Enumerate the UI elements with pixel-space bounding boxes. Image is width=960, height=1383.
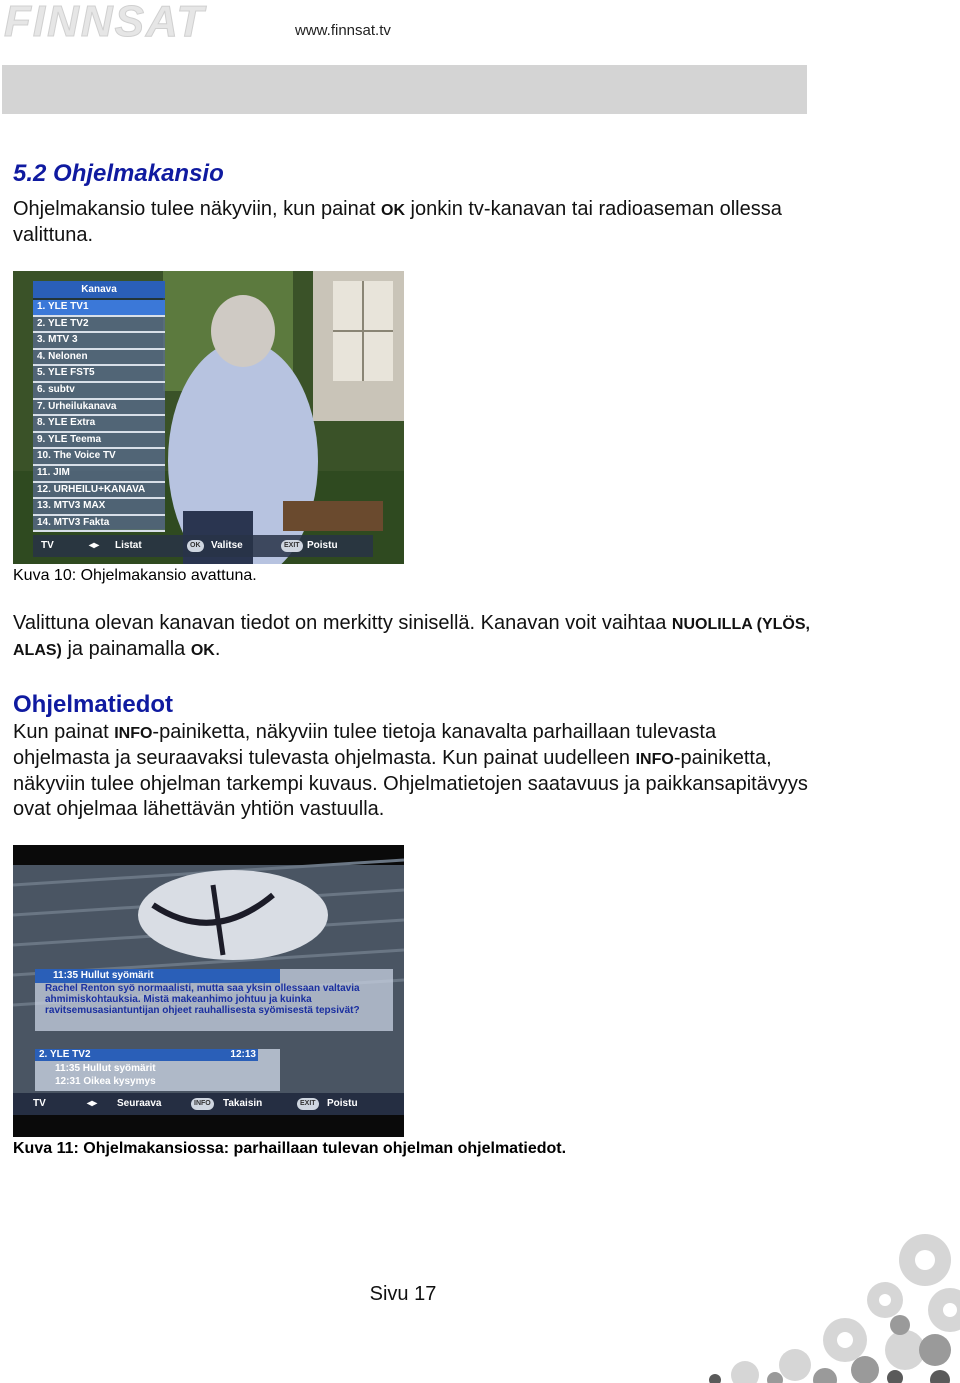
- channel-list-screenshot: [13, 271, 404, 564]
- tv-mode-label: TV: [33, 1098, 46, 1109]
- figure2-caption: Kuva 11: Ohjelmakansiossa: parhaillaan tulevan ohjelman ohjelmatiedot.: [13, 1140, 567, 1157]
- program-info-paragraph: Kun painat INFO-painiketta, näkyviin tulee tietoja kanavalta parhaillaan tulevasta ohjelmasta ja seuraavaksi tulevasta ohjelmasta. Kun painat uudelleen INFO-painiketta, näkyviin tulee ohjelman tarkempi kuvaus. Ohjelmatietojen saatavuus ja paikkansapitävyys ovat ohjelmaa lähettävän yhtiön vastuulla.: [13, 721, 808, 820]
- channel-list: [33, 300, 165, 532]
- channel-item[interactable]: 7. Urheilukanava: [33, 400, 165, 417]
- subsection-title: Ohjelmatiedot: [13, 691, 174, 718]
- website-url[interactable]: www.finnsat.tv: [295, 22, 391, 39]
- channel-item[interactable]: 10. The Voice TV: [33, 449, 165, 466]
- program-description: Rachel Renton syö normaalisti, mutta saa yksin ollessaan valtavia ahmimiskohtauksia. Mistä makeanhimo johtuu ja kuinka ravitsemusasiantuntijan ohjeet rauhallisesta syömisestä tepsivät?: [45, 983, 360, 1016]
- decorative-bubbles: [595, 1230, 960, 1383]
- tv-control-bar: [13, 1093, 404, 1115]
- navigation-paragraph: Valittuna olevan kanavan tiedot on merkitty sinisellä. Kanavan voit vaihtaa NUOLILLA (YLÖS, ALAS) ja painamalla OK.: [13, 612, 810, 660]
- section-title: 5.2 Ohjelmakansio: [13, 160, 224, 187]
- channel-panel-header: Kanava: [33, 281, 165, 298]
- channel-item[interactable]: 11. JIM: [33, 466, 165, 483]
- exit-button-icon: EXIT: [297, 1098, 319, 1110]
- channel-item[interactable]: 8. YLE Extra: [33, 416, 165, 433]
- epg-channel-header: [35, 1049, 258, 1061]
- arrow-keys-label: NUOLILLA (YLÖS, ALAS): [13, 616, 810, 659]
- exit-button-icon: EXIT: [281, 540, 303, 552]
- channel-item[interactable]: 2. YLE TV2: [33, 317, 165, 334]
- channel-item[interactable]: 13. MTV3 MAX: [33, 499, 165, 516]
- exit-label: Poistu: [307, 540, 338, 551]
- exit-label: Poistu: [327, 1098, 358, 1109]
- info-key-label: INFO: [114, 725, 153, 742]
- channel-item[interactable]: 4. Nelonen: [33, 350, 165, 367]
- program-info-screenshot: [13, 845, 404, 1137]
- svg-text:FINNSAT: FINNSAT: [4, 0, 206, 42]
- back-label: Takaisin: [223, 1098, 263, 1109]
- tv-control-bar: [33, 535, 373, 557]
- channel-item[interactable]: 9. YLE Teema: [33, 433, 165, 450]
- header-grey-bar: [2, 65, 807, 114]
- current-program-header: 11:35 Hullut syömärit: [35, 969, 280, 983]
- ok-button-icon: OK: [187, 540, 204, 552]
- epg-program-row[interactable]: 11:35 Hullut syömärit: [55, 1063, 156, 1074]
- channel-item[interactable]: 14. MTV3 Fakta: [33, 516, 165, 533]
- channel-item[interactable]: 3. MTV 3: [33, 333, 165, 350]
- epg-channel-name: 2. YLE TV2: [39, 1049, 91, 1060]
- finnsat-logo: [4, 0, 266, 42]
- info-button-icon: INFO: [191, 1098, 214, 1110]
- channel-item[interactable]: 12. URHEILU+KANAVA: [33, 483, 165, 500]
- epg-program-row[interactable]: 12:31 Oikea kysymys: [55, 1076, 156, 1087]
- ok-key-label: OK: [381, 202, 405, 219]
- channel-item[interactable]: 5. YLE FST5: [33, 366, 165, 383]
- tv-mode-label: TV: [41, 540, 54, 551]
- page-number: Sivu 17: [369, 1283, 437, 1305]
- select-label: Valitse: [211, 540, 243, 551]
- channel-item[interactable]: 6. subtv: [33, 383, 165, 400]
- arrow-keys-icon: ◂▸: [89, 540, 100, 551]
- figure1-caption: Kuva 10: Ohjelmakansio avattuna.: [13, 567, 257, 584]
- next-label: Seuraava: [117, 1098, 162, 1109]
- info-key-label: INFO: [635, 751, 674, 768]
- epg-clock: 12:13: [230, 1049, 256, 1060]
- intro-paragraph: Ohjelmakansio tulee näkyviin, kun painat OK jonkin tv-kanavan tai radioaseman ollessa valittuna.: [13, 198, 782, 246]
- lists-label: Listat: [115, 540, 142, 551]
- ok-key-label: OK: [190, 642, 215, 659]
- channel-item[interactable]: 1. YLE TV1: [33, 300, 165, 317]
- arrow-keys-icon: ◂▸: [87, 1098, 98, 1109]
